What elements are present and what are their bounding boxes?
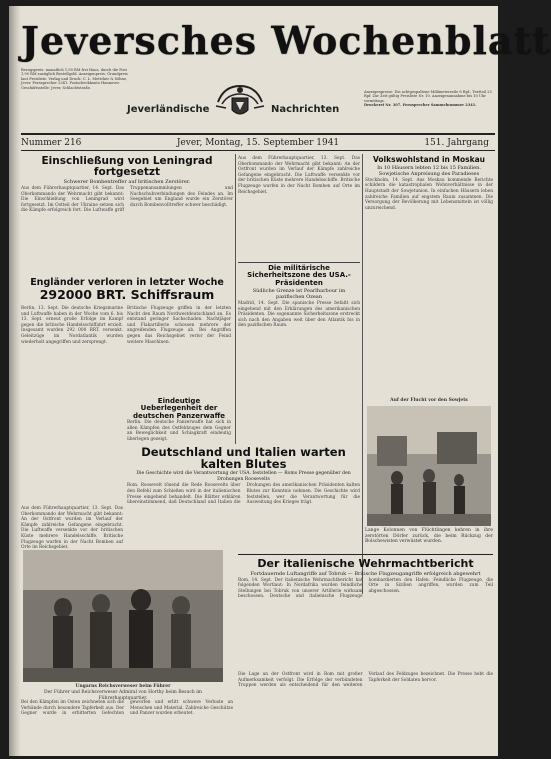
article-moskau — [365, 156, 493, 396]
article-losses — [21, 506, 123, 551]
article-wehrmachtbericht — [238, 558, 493, 670]
deck-sicherheitszone: Südliche Grenze ist Pearlharbour im pazifischen Ozean — [252, 288, 346, 301]
column-rule — [235, 154, 236, 444]
photo-title-flucht: Auf der Flucht vor den Sowjets — [390, 398, 468, 403]
page-binding-edge — [9, 6, 21, 756]
body-moskau: Stockholm, 14. Sept. Aus Moskau kommende Berichte schildern die katastrophalen Wohnverhältnisse in der Hauptstadt der Sowjetunion. In einfachen Häusern leben zahlreiche Familien auf engstem Raum zusammen. Die Versorgung der Bevölkerung mit Lebensmitteln ist völlig unzureichend. — [365, 177, 493, 211]
article-col2-top — [238, 156, 360, 260]
deck-blutes: Die Geschichte wird die Verantwortung der USA. feststellen — Roms Presse gegenüber den Drohungen Roosevelts — [136, 471, 351, 482]
article-england-head — [21, 278, 233, 304]
place-date: Jever, Montag, 15. September 1941 — [176, 138, 340, 148]
deck-wehrmachtbericht: Fortdauernde Luftangriffe auf Tobruk — Britische Flugzeugangriffe erfolgreich abgewehrt — [250, 570, 481, 577]
body-leningrad: Aus dem Führerhauptquartier, 14. Sept. Das Oberkommando der Wehrmacht gibt bekannt: Die Einschließung von Leningrad wird fortgesetzt. Im Ostteil der Ukraine setzen sich die Kämpfe erfolgreich fort. Die Luftwaffe griff Truppenansammlungen und Nachschubverbindungen des Feindes an. Im Seegebiet um England wurde ein Zerstörer durch Bombenvolltreffer schwer beschädigt. — [21, 186, 233, 214]
right-ear-text: Anzeigenpreise: Die achtgespaltene Millimeterzeile 8 Rpf., Textteil 25 Rpf. Zur Zeit gültig Preisliste Nr. 10. Anzeigenannahme bis 10 Uhr vormittags. — [364, 90, 492, 103]
headline-wehrmachtbericht: Der italienische Wehrmachtbericht — [257, 557, 474, 570]
caption-flucht: Lange Kolonnen von Flüchtlingen kehren in ihre zerstörten Dörfer zurück, die beim Rückzug der Bolschewisten verwüstet wurden. — [365, 528, 493, 545]
body-right-bottom: Die Lage an der Ostfront wird in Rom mit großer Aufmerksamkeit verfolgt. Die Erfolge der verbündeten Truppen werden als entscheidend für den weiteren Verlauf des Feldzuges bezeichnet. Die Presse hebt die Tapferkeit der Soldaten hervor. — [238, 672, 493, 689]
article-blutes — [127, 446, 360, 554]
deck-leningrad: Schwerer Bombentreffer auf britischen Zerstörer. — [63, 179, 191, 186]
body-panzer: Berlin. Die deutsche Panzerwaffe hat sich in allen Kämpfen des Ostfeldzuges dem Gegner an Beweglichkeit und Schlagkraft eindeutig überlegen gezeigt. — [127, 420, 231, 442]
body-col2-top: Aus dem Führerhauptquartier, 13. Sept. Das Oberkommando der Wehrmacht gibt bekannt: An der Ostfront wurden im Verlauf der Kämpfe zahlreiche Gefangene eingebracht. Die Luftwaffe versenkte vor der britischen Küste mehrere Handelsschiffe. Britische Flugzeuge warfen in der Nacht Bomben auf Orte im Reichsgebiet. — [238, 156, 360, 195]
article-middle-top — [127, 306, 231, 398]
dateline — [21, 136, 495, 150]
headline-england: Engländer verloren in letzter Woche — [30, 277, 224, 288]
article-sicherheitszone — [238, 262, 360, 444]
headline-leningrad: Einschließung von Leningrad fortgesetzt — [41, 155, 213, 179]
article-rule — [238, 554, 493, 555]
volume-year: 151. Jahrgang — [424, 138, 489, 148]
right-ear-footer: Druckerei Nr. 307. Fernsprecher Sammelnummer 2341. — [364, 103, 477, 108]
deck-moskau: In 10 Häusern lebten 12 bis 15 Familien. Sowjetische Anpreisung des Paradieses — [377, 164, 481, 177]
caption-reichsverweser-detail: Der Führer und Reichsverweser Admiral von Horthy beim Besuch im Führerhauptquartier. — [44, 690, 202, 701]
article-right-bottom — [238, 672, 493, 752]
body-losses: Aus dem Führerhauptquartier, 13. Sept. Das Oberkommando der Wehrmacht gibt bekannt: An der Ostfront wurden im Verlauf der Kämpfe zahlreiche Gefangene eingebracht. Die Luftwaffe versenkte vor der britischen Küste mehrere Handelsschiffe. Britische Flugzeuge warfen in der Nacht Bomben auf Orte im Reichsgebiet. — [21, 506, 123, 551]
body-sicherheitszone: Madrid, 14. Sept. Die spanische Presse befaßt sich eingehend mit den Erklärungen des amerikanischen Präsidenten. Die sogenannte Sicherheitszone erstreckt sich nach den Angaben weit über den Atlantik bis in den pazifischen Raum. — [238, 301, 360, 329]
coat-of-arms-icon — [214, 82, 266, 122]
photo-reichsverweser — [23, 550, 223, 682]
subhead-england: 292000 BRT. Schiffsraum — [39, 286, 215, 302]
photo-flucht — [367, 406, 491, 526]
photo-refugees-icon — [367, 406, 491, 526]
headline-moskau: Volkswohlstand in Moskau — [373, 155, 485, 164]
right-ear-notice — [364, 90, 492, 128]
body-middle-top: Britische Flugzeuge griffen in der letzten Nacht den Raum Nordwestdeutschland an. Es entstand geringer Sachschaden. Nachtjäger und Flakartillerie schossen mehrere der angreifenden Flugzeuge ab. Bei Angriffen gegen das Reichsgebiet verlor der Feind weitere Maschinen. — [127, 306, 231, 345]
masthead-title: Jeversches Wochenblatt — [21, 18, 551, 63]
left-ear-notice: Bezugspreis: monatlich 1,90 RM frei Haus, durch die Post 1,90 RM zuzüglich Bestellgeld. Anzeigenpreis: Grundpreis laut Preisliste. Verlag und Druck: C. L. Mettcker & Söhne, Jever. Fernsprecher 2341. Postscheckkonto Hannover. Geschäftsstelle: Jever, Schlachtstraße. — [21, 68, 128, 90]
caption-reichsverweser: Ungarns Reichsverweser beim Führer — [75, 684, 171, 689]
headline-blutes: Deutschland und Italien warten kalten Blutes — [141, 445, 346, 472]
headline-sicherheitszone: Die militärische Sicherheitszone des USA.-Präsidenten — [247, 264, 351, 287]
body-england: Berlin, 13. Sept. Die deutsche Kriegsmarine und Luftwaffe haben in der Woche vom 6. bis 13. Sept. erneut große Erfolge im Kampf gegen die britische Handelsschiffahrt erzielt. Insgesamt wurden 292 000 BRT. versenkt. Geleitzüge im Nordatlantik wurden wiederholt angegriffen und zersprengt. — [21, 306, 123, 345]
article-panzer — [127, 398, 231, 444]
article-rule — [238, 262, 360, 263]
body-left-bottom: Bei den Kämpfen im Osten zeichneten sich die Verbände durch besondere Tapferkeit aus. Der Gegner wurde in erbitterten Gefechten geworfen und erlitt schwere Verluste an Menschen und Material. Zahlreiche Geschütze und Panzer wurden erbeutet. — [21, 700, 233, 717]
column-rule — [362, 154, 363, 594]
article-leningrad — [21, 156, 233, 276]
photo-figures-icon — [23, 550, 223, 682]
body-blutes: Rom. Roosevelt tönend die Rede Roosevelts über den Befehl zum Schießen wird in der italienischen Presse eingehend behandelt. Die Blätter erklären übereinstimmend, daß Deutschland und Italien die Drohungen des amerikanischen Präsidenten kalten Blutes zur Kenntnis nehmen. Die Geschichte wird feststellen, wer die Verantwortung für die Ausweitung des Krieges trägt. — [127, 483, 360, 506]
article-england-body — [21, 306, 123, 506]
masthead-rule-top — [21, 133, 495, 135]
masthead-subtitle-right: Nachrichten — [271, 104, 340, 115]
headline-panzer: Eindeutige Ueberlegenheit der deutschen Panzerwaffe — [132, 397, 226, 420]
masthead-subtitle-left: Jeverländische — [127, 104, 210, 115]
article-left-bottom — [21, 700, 233, 752]
issue-number: Nummer 216 — [21, 138, 82, 148]
newspaper-page — [9, 6, 551, 756]
masthead-rule-bottom — [21, 150, 495, 151]
body-wehrmachtbericht: Rom, 14. Sept. Der italienische Wehrmachtbericht hat folgenden Wortlaut: In Nordafrika wurden feindliche Stellungen bei Tobruk von unserer Artillerie wirksam beschossen. Deutsche und italienische Flugzeuge bombardierten den Hafen. Feindliche Flugzeuge, die Orte in Sizilien angriffen, wurden zum Teil abgeschossen. — [238, 577, 493, 600]
